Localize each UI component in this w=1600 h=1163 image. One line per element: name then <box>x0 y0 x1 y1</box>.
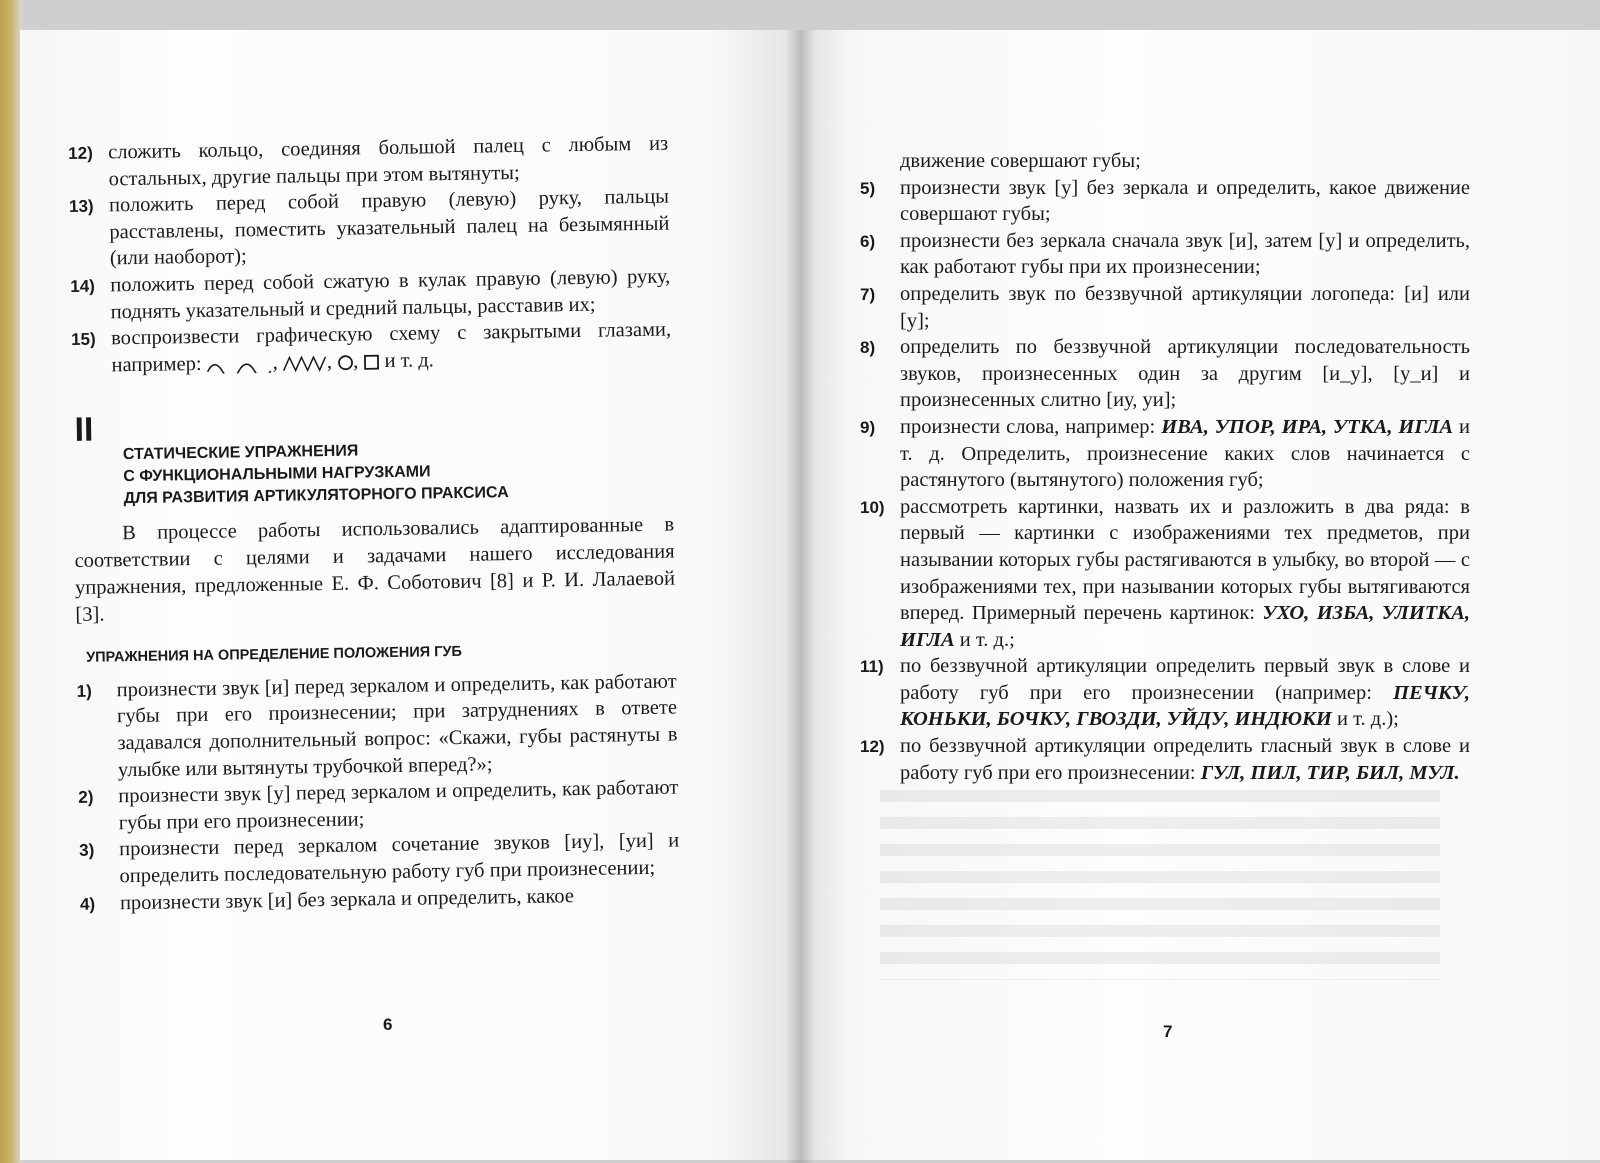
item-number: 6) <box>860 231 876 251</box>
item-text: положить перед собой правую (левую) руку, пальцы расставлены, поместить указательный палец на безымянный (или наоборот); <box>108 185 670 270</box>
list-item <box>860 733 1470 786</box>
item-number: 1) <box>76 681 92 701</box>
list-item <box>69 184 670 273</box>
exercise-list-bottom <box>76 668 680 917</box>
item-text <box>900 653 1470 733</box>
item-text: произнести перед зеркалом сочетание звуков [иу], [уи] и определить последовательную работу губ при произнесении; <box>118 829 680 888</box>
item-text: произнести звук [и] без зеркала и определить, какое <box>119 884 575 914</box>
example-words: УХО, ИЗБА, УЛИТКА, ИГЛА <box>900 602 1470 651</box>
list-item <box>860 334 1470 414</box>
item-number: 9) <box>860 417 876 437</box>
item-number: 7) <box>860 284 876 304</box>
book-gutter <box>785 30 815 1163</box>
item-text <box>900 414 1470 494</box>
list-item <box>860 653 1470 733</box>
item-text: сложить кольцо, соединяя большой палец с любым из остальных, другие пальцы при этом вытянуты; <box>108 132 669 190</box>
section-title <box>123 436 674 511</box>
item-text <box>900 228 1470 281</box>
arc-schema-icon <box>207 355 273 374</box>
right-page-content <box>860 148 1470 786</box>
item-text-run: и т. д.); <box>1331 708 1399 731</box>
example-words: ИВА, УПОР, ИРА, УТКА, ИГЛА <box>1161 415 1454 438</box>
item-text-run: по беззвучной артикуляции определить первый звук в слове и работу губ при его произнесении (например: <box>900 655 1470 704</box>
item-text <box>900 334 1470 414</box>
square-schema-icon <box>363 354 379 370</box>
item-text: произнести звук [и] перед зеркалом и определить, как работают губы при его произнесении; при затруднениях в ответе задавался дополнительный вопрос: «Скажи, губы растянуты в улыбке или вытянуты трубочкой вперед?»; <box>116 670 678 781</box>
item-number: 14) <box>70 276 96 296</box>
subsection-heading: УПРАЖНЕНИЯ НА ОПРЕДЕЛЕНИЕ ПОЛОЖЕНИЯ ГУБ <box>86 643 462 666</box>
list-item <box>78 775 679 838</box>
bleed-through-text <box>880 790 1440 980</box>
list-item <box>71 317 672 380</box>
item-text-run: по беззвучной артикуляции определить гласный звук в слове и работу губ при его произнесении: <box>900 735 1470 784</box>
section-title-line: ДЛЯ РАЗВИТИЯ АРТИКУЛЯТОРНОГО ПРАКСИСА <box>123 484 509 508</box>
item-text: положить перед собой сжатую в кулак правую (левую) руку, поднять указательный и средний пальцы, расставив их; <box>110 265 671 323</box>
cover-edge <box>0 0 22 1163</box>
item-text-run: произнести слова, например: <box>900 415 1162 438</box>
item-text: произнести звук [у] перед зеркалом и определить, как работают губы при его произнесении; <box>118 776 679 835</box>
item-text-run: произнести звук [у] без зеркала и определить, какое движение совершают губы; <box>900 176 1470 226</box>
item-text <box>900 494 1470 654</box>
list-item <box>860 494 1470 654</box>
item-number: 12) <box>68 143 93 163</box>
item-number: 13) <box>68 196 94 217</box>
intro-paragraph: В процессе работы использовались адаптированные в соответствии с целями и задачами нашего исследования упражнения, предложенные Е. Ф. Соботович [8] и Р. И. Лалаевой [3]. <box>74 513 676 627</box>
item-text-run: определить звук по беззвучной артикуляции логопеда: [и] или [у]; <box>900 282 1470 332</box>
section-title-line: СТАТИЧЕСКИЕ УПРАЖНЕНИЯ <box>122 442 359 464</box>
item-number: 5) <box>860 178 876 198</box>
item-number: 3) <box>79 841 95 861</box>
item-number: 12) <box>860 737 885 757</box>
example-words: ГУЛ, ПИЛ, ТИР, БИЛ, МУЛ. <box>1200 761 1460 784</box>
page-number-right: 7 <box>1163 1022 1173 1041</box>
item-text-tail: и т. д. <box>384 349 435 372</box>
exercise-list-top <box>68 131 672 380</box>
continued-text: движение совершают губы; <box>900 150 1141 172</box>
item-text: воспроизвести графическую схему с закрытыми глазами, например: , , , и т. д. <box>111 317 672 379</box>
item-number: 8) <box>860 338 876 358</box>
exercise-list-right <box>860 175 1470 787</box>
item-text <box>900 281 1470 334</box>
item-number: 11) <box>860 657 884 677</box>
zigzag-schema-icon <box>283 354 327 373</box>
item-text-run: и т. д.; <box>954 628 1015 651</box>
item-text-run: произнести без зеркала сначала звук [и], затем [у] и определить, как работают губы при их произнесении; <box>900 229 1470 279</box>
item-number: 10) <box>860 497 885 517</box>
list-item <box>860 414 1470 494</box>
item-text-run: определить по беззвучной артикуляции последовательность звуков, произнесенных один за другим [и_у], [у_и] и произнесенных слитно [иу, уи]; <box>900 336 1470 412</box>
section-title-line: С ФУНКЦИОНАЛЬНЫМИ НАГРУЗКАМИ <box>123 463 431 486</box>
list-item <box>68 131 669 194</box>
item-number: 2) <box>78 787 94 808</box>
item-text <box>900 733 1470 786</box>
item-text <box>900 175 1470 228</box>
page-number-left: 6 <box>383 1015 393 1034</box>
left-page-content <box>68 131 680 918</box>
list-item <box>860 175 1470 228</box>
item-text-main: воспроизвести графическую схему с закрытыми глазами, например: <box>110 318 672 377</box>
circle-schema-icon <box>337 355 353 371</box>
item-number: 15) <box>70 329 96 350</box>
item-number: 4) <box>79 894 96 914</box>
list-item <box>860 281 1470 334</box>
item-text-run: и т. д. Определить, произнесение каких слов начинается с растянутого (вытянутого) положения губ; <box>900 415 1470 492</box>
list-item <box>76 668 678 784</box>
example-words: ПЕЧКУ, КОНЬКИ, БОЧКУ, ГВОЗДИ, УЙДУ, ИНДЮКИ <box>900 681 1470 731</box>
list-item <box>70 264 671 327</box>
item-text-run: рассмотреть картинки, назвать их и разложить в два ряда: в первый — картинки с изображениями тех предметов, при назывании которых губы растягиваются в улыбку, во второй — с изображениями тех, при назывании которых губы вытягиваются вперед. Примерный перечень картинок: <box>900 495 1470 625</box>
section-numeral: II <box>74 410 94 450</box>
list-item <box>79 828 680 891</box>
list-item <box>860 228 1470 281</box>
